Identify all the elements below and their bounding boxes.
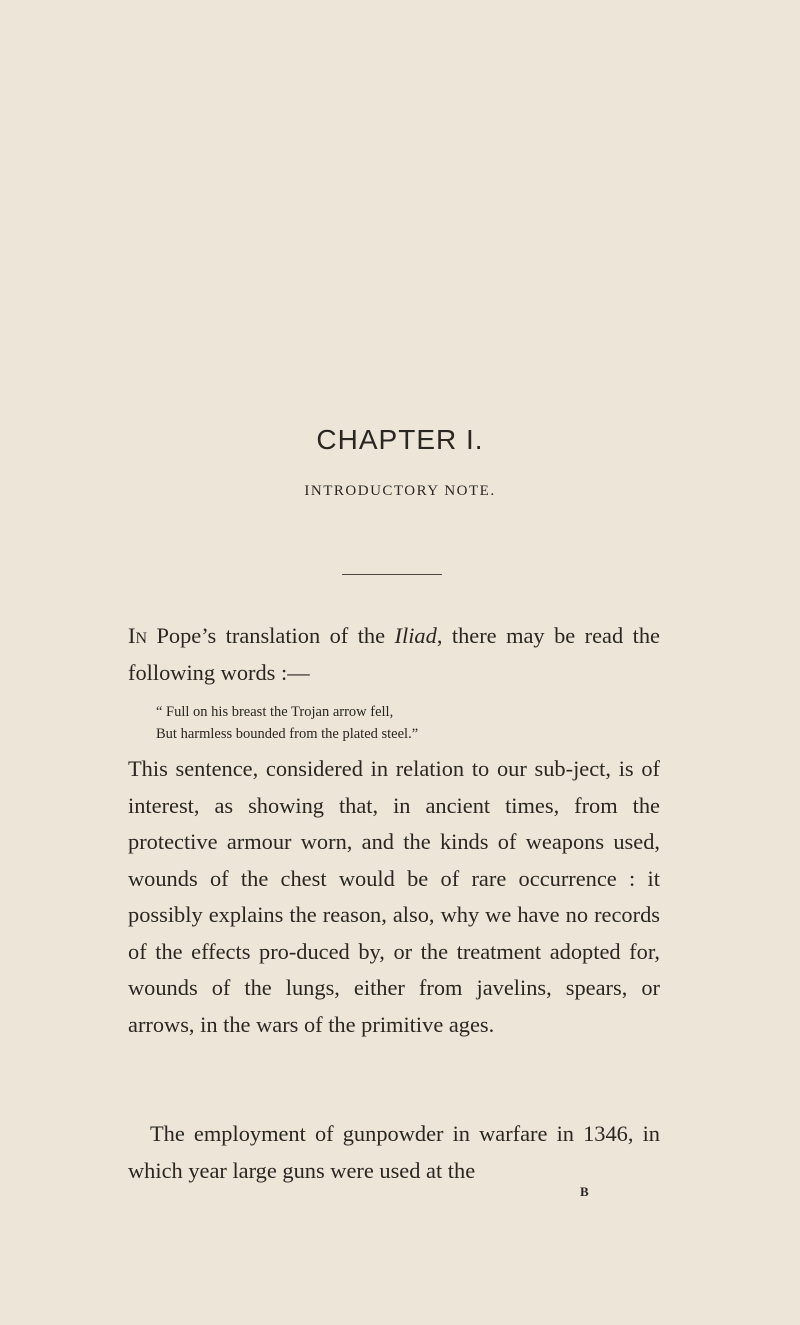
- lead-word: In: [128, 623, 148, 648]
- verse-line-1: “ Full on his breast the Trojan arrow fell,: [156, 704, 394, 720]
- section-title: INTRODUCTORY NOTE.: [304, 483, 496, 499]
- signature-mark: B: [580, 1184, 589, 1199]
- paragraph-explanation: This sentence, considered in relation to our sub-ject, is of interest, as showing that, in ancient times, from the protective armour worn, and the kinds of weapons used, wounds of the chest would be of rare occurrence : it possibly explains the reason, also, why we have no records of the effects pro-duced by, or the treatment adopted for, wounds of the lungs, either from javelins, spears, or arrows, in the wars of the primitive ages.: [128, 756, 660, 1037]
- book-title: Iliad: [394, 623, 437, 648]
- intro-text-before-title: Pope’s translation of the: [147, 623, 395, 648]
- intro-text-after-title: , there may be read the following words :—: [128, 623, 660, 685]
- section-divider: [342, 574, 442, 575]
- chapter-title: CHAPTER I.: [316, 424, 484, 455]
- verse-line-2: But harmless bounded from the plated steel.”: [156, 726, 419, 742]
- paragraph-gunpowder: The employment of gunpowder in warfare in 1346, in which year large guns were used at the: [128, 1121, 660, 1183]
- paragraph-intro: [128, 618, 660, 691]
- verse-quote: [156, 701, 636, 745]
